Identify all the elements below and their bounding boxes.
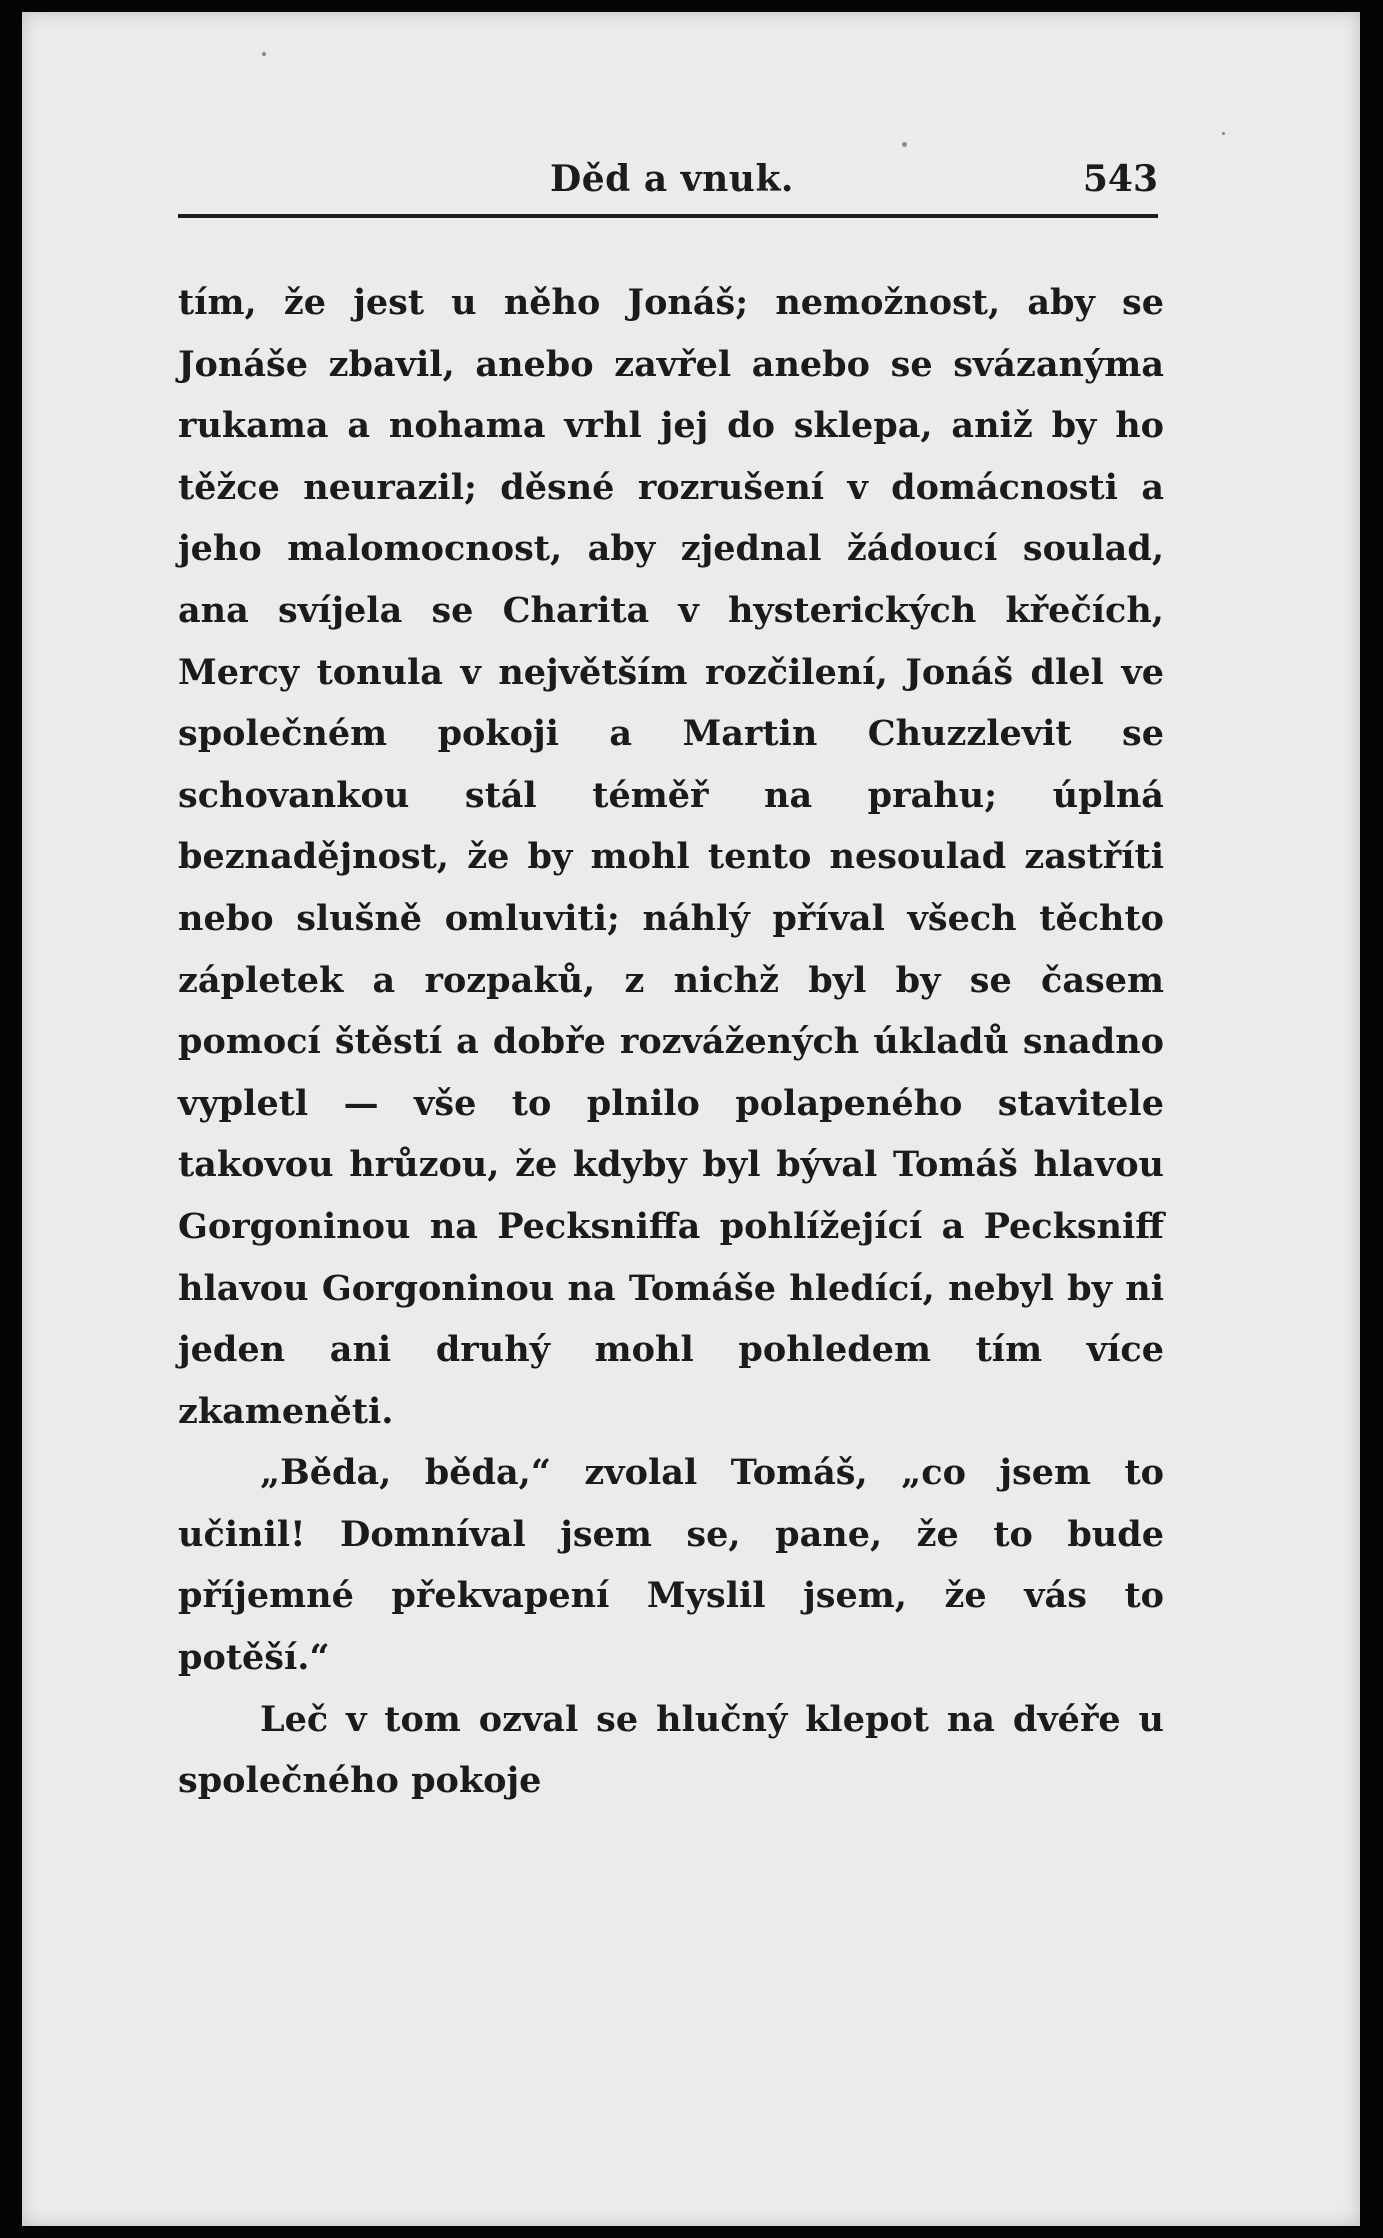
page-header <box>178 150 1158 210</box>
scan-speck <box>1222 132 1225 135</box>
paragraph-continued: tím, že jest u něho Jonáš; nemožnost, aby se Jonáše zbavil, anebo zavřel anebo se svázanýma rukama a nohama vrhl jej do sklepa, aniž by ho těžce neurazil; děsné rozrušení v domácnosti a jeho malomocnost, aby zjednal žádoucí soulad, ana svíjela se Charita v hysterických křečích, Mercy tonula v největším rozčilení, Jonáš dlel ve společném pokoji a Martin Chuzzlevit se schovankou stál téměř na prahu; úplná beznadějnost, že by mohl tento nesoulad zastříti nebo slušně omluviti; náhlý příval všech těchto zápletek a rozpaků, z nichž byl by se časem pomocí štěstí a dobře rozvážených úkladů snadno vypletl — vše to plnilo polapeného stavitele takovou hrůzou, že kdyby byl býval Tomáš hlavou Gorgoninou na Pecksniffa pohlížející a Pecksniff hlavou Gorgoninou na Tomáše hledící, nebyl by ni jeden ani druhý mohl pohledem tím více zkameněti. <box>178 282 1164 1432</box>
paragraph-dialogue: „Běda, běda,“ zvolal Tomáš, „co jsem to učinil! Domníval jsem se, pane, že to bude příjemné překvapení Myslil jsem, že vás to potěší.“ <box>178 1452 1164 1679</box>
page-number: 543 <box>1082 158 1158 200</box>
paragraph-closing: Leč v tom ozval se hlučný klepot na dvéře u společného pokoje <box>178 1698 1164 1802</box>
page-body <box>178 272 1164 1812</box>
header-rule <box>178 214 1158 218</box>
scan-speck <box>902 142 907 147</box>
running-title: Děd a vnuk. <box>550 158 794 200</box>
scan-speck <box>262 52 266 56</box>
